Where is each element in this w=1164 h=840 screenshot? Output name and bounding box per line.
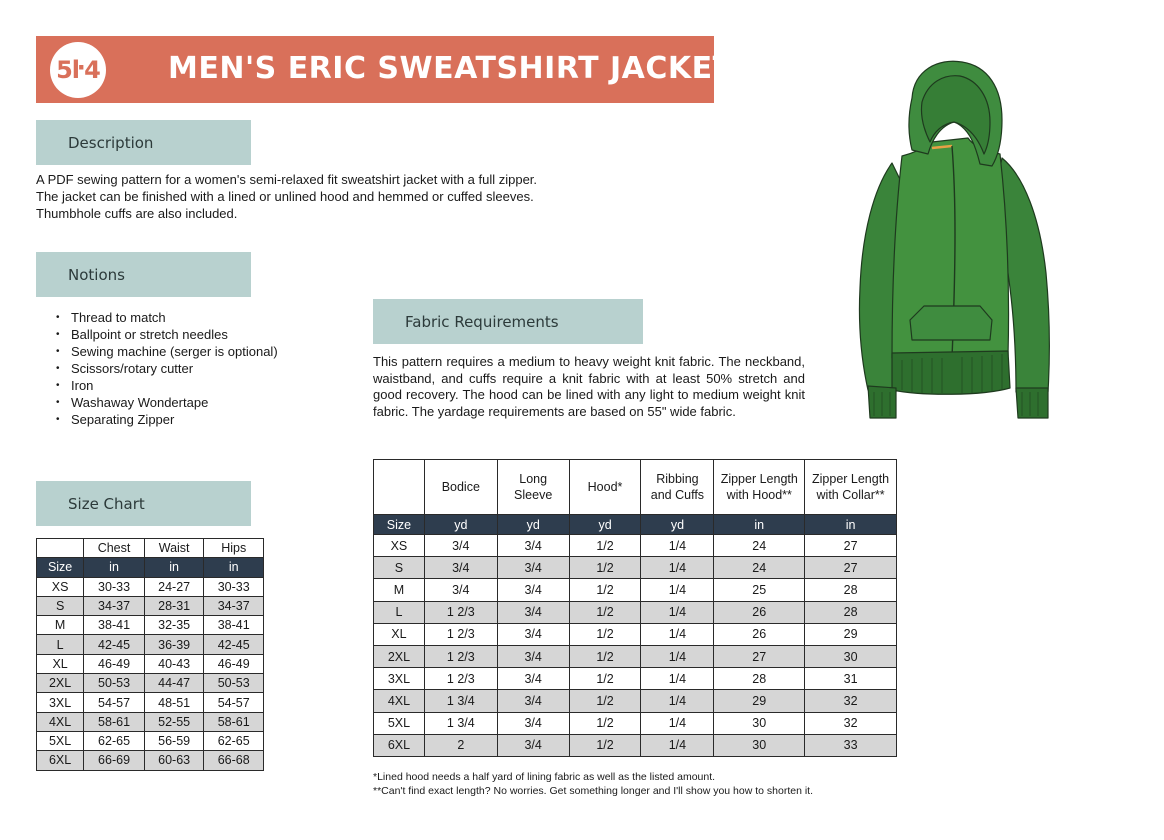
value-cell: 27: [805, 535, 897, 557]
size-cell: 2XL: [37, 674, 84, 693]
value-cell: 1/4: [641, 734, 714, 756]
value-cell: 3/4: [497, 579, 569, 601]
value-cell: 1/4: [641, 579, 714, 601]
size-cell: S: [374, 557, 425, 579]
value-cell: 58-61: [84, 712, 145, 731]
list-item: • Separating Zipper: [56, 411, 278, 428]
hooded-jacket-icon: [852, 58, 1060, 420]
table-row: [37, 635, 264, 654]
value-cell: 56-59: [144, 731, 204, 750]
table-row: [37, 654, 264, 673]
size-cell: XS: [37, 577, 84, 596]
value-cell: 52-55: [144, 712, 204, 731]
unit-cell: in: [144, 558, 204, 577]
value-cell: 46-49: [204, 654, 264, 673]
value-cell: 38-41: [204, 616, 264, 635]
table-header-cell: Hips: [204, 539, 264, 558]
size-chart-table: [36, 538, 264, 771]
value-cell: 1 3/4: [424, 690, 497, 712]
value-cell: 3/4: [424, 557, 497, 579]
value-cell: 27: [805, 557, 897, 579]
value-cell: 44-47: [144, 674, 204, 693]
value-cell: 1/2: [569, 668, 641, 690]
table-header-cell: Chest: [84, 539, 145, 558]
value-cell: 66-68: [204, 751, 264, 770]
footnote-zipper: **Can't find exact length? No worries. Get something longer and I'll show you how to shorten it.: [373, 785, 813, 797]
table-header-cell: Bodice: [424, 460, 497, 515]
unit-cell: in: [714, 515, 805, 535]
notions-heading: Notions: [36, 252, 251, 297]
table-row: [374, 557, 897, 579]
unit-cell: in: [84, 558, 145, 577]
value-cell: 30-33: [204, 577, 264, 596]
value-cell: 25: [714, 579, 805, 601]
value-cell: 34-37: [84, 596, 145, 615]
table-row: [37, 616, 264, 635]
table-row: [374, 734, 897, 756]
size-cell: M: [37, 616, 84, 635]
value-cell: 66-69: [84, 751, 145, 770]
value-cell: 1 2/3: [424, 668, 497, 690]
table-row: [374, 579, 897, 601]
size-cell: XL: [37, 654, 84, 673]
table-row: [37, 577, 264, 596]
value-cell: 29: [805, 623, 897, 645]
unit-cell: in: [805, 515, 897, 535]
size-cell: 6XL: [374, 734, 425, 756]
unit-cell: yd: [569, 515, 641, 535]
value-cell: 26: [714, 623, 805, 645]
value-cell: 54-57: [204, 693, 264, 712]
table-row: [37, 693, 264, 712]
value-cell: 38-41: [84, 616, 145, 635]
table-row: [374, 645, 897, 667]
table-row: [37, 712, 264, 731]
value-cell: 33: [805, 734, 897, 756]
size-chart-heading: Size Chart: [36, 481, 251, 526]
value-cell: 1/4: [641, 535, 714, 557]
value-cell: 30: [714, 734, 805, 756]
value-cell: 28: [805, 601, 897, 623]
table-row: [37, 596, 264, 615]
value-cell: 1/4: [641, 645, 714, 667]
size-cell: XS: [374, 535, 425, 557]
list-item: • Sewing machine (serger is optional): [56, 343, 278, 360]
description-text: A PDF sewing pattern for a women's semi-relaxed fit sweatshirt jacket with a full zipper. The jacket can be finished with a lined or unlined hood and hemmed or cuffed sleeves. Thumbhole cuffs are also included.: [36, 172, 538, 221]
table-row: [374, 690, 897, 712]
value-cell: 30-33: [84, 577, 145, 596]
footnote-hood: *Lined hood needs a half yard of lining fabric as well as the listed amount.: [373, 771, 716, 783]
notions-list: [56, 309, 278, 428]
value-cell: 3/4: [497, 690, 569, 712]
list-item: • Ballpoint or stretch needles: [56, 326, 278, 343]
value-cell: 1/2: [569, 557, 641, 579]
value-cell: 1 2/3: [424, 645, 497, 667]
size-cell: 2XL: [374, 645, 425, 667]
unit-cell: in: [204, 558, 264, 577]
value-cell: 3/4: [497, 557, 569, 579]
value-cell: 28: [714, 668, 805, 690]
table-header-cell: Hood*: [569, 460, 641, 515]
value-cell: 3/4: [497, 535, 569, 557]
table-row: [374, 535, 897, 557]
title-bar: [36, 36, 734, 103]
unit-cell: Size: [37, 558, 84, 577]
value-cell: 3/4: [424, 579, 497, 601]
value-cell: 3/4: [497, 623, 569, 645]
table-header-cell: Long Sleeve: [497, 460, 569, 515]
value-cell: 28-31: [144, 596, 204, 615]
value-cell: 24-27: [144, 577, 204, 596]
list-item: • Thread to match: [56, 309, 278, 326]
value-cell: 1/2: [569, 535, 641, 557]
value-cell: 28: [805, 579, 897, 601]
value-cell: 32: [805, 690, 897, 712]
value-cell: 1/4: [641, 668, 714, 690]
fabric-heading: Fabric Requirements: [373, 299, 643, 344]
value-cell: 34-37: [204, 596, 264, 615]
size-cell: L: [374, 601, 425, 623]
table-header-cell: Zipper Length with Hood**: [714, 460, 805, 515]
value-cell: 1/2: [569, 601, 641, 623]
value-cell: 3/4: [497, 668, 569, 690]
list-item: • Iron: [56, 377, 278, 394]
value-cell: 42-45: [204, 635, 264, 654]
size-cell: 5XL: [37, 731, 84, 750]
brand-logo: 5ŀ4: [50, 42, 106, 98]
unit-cell: Size: [374, 515, 425, 535]
table-row: [374, 623, 897, 645]
value-cell: 32: [805, 712, 897, 734]
value-cell: 24: [714, 557, 805, 579]
value-cell: 42-45: [84, 635, 145, 654]
value-cell: 32-35: [144, 616, 204, 635]
size-cell: S: [37, 596, 84, 615]
value-cell: 2: [424, 734, 497, 756]
table-row: [37, 674, 264, 693]
page-title: MEN'S ERIC SWEATSHIRT JACKET: [168, 51, 734, 86]
value-cell: 1/4: [641, 712, 714, 734]
value-cell: 24: [714, 535, 805, 557]
value-cell: 62-65: [204, 731, 264, 750]
value-cell: 1/4: [641, 601, 714, 623]
size-cell: 3XL: [37, 693, 84, 712]
table-header-cell: [374, 460, 425, 515]
value-cell: 3/4: [497, 734, 569, 756]
value-cell: 1/2: [569, 734, 641, 756]
size-cell: 5XL: [374, 712, 425, 734]
unit-cell: yd: [497, 515, 569, 535]
fabric-requirements-table: [373, 459, 897, 757]
table-header-cell: [37, 539, 84, 558]
size-cell: 4XL: [37, 712, 84, 731]
list-item: • Scissors/rotary cutter: [56, 360, 278, 377]
value-cell: 40-43: [144, 654, 204, 673]
unit-cell: yd: [424, 515, 497, 535]
value-cell: 30: [805, 645, 897, 667]
size-cell: 4XL: [374, 690, 425, 712]
value-cell: 60-63: [144, 751, 204, 770]
unit-cell: yd: [641, 515, 714, 535]
value-cell: 46-49: [84, 654, 145, 673]
value-cell: 1/2: [569, 645, 641, 667]
fabric-text: This pattern requires a medium to heavy weight knit fabric. The neckband, waistband, and cuffs require a knit fabric with at least 50% stretch and good recovery. The hood can be lined with any light to medium weight knit fabric. The yardage requirements are based on 55" wide fabric.: [373, 354, 805, 420]
table-row: [37, 751, 264, 770]
table-row: [374, 601, 897, 623]
value-cell: 3/4: [497, 645, 569, 667]
size-cell: 6XL: [37, 751, 84, 770]
value-cell: 62-65: [84, 731, 145, 750]
value-cell: 31: [805, 668, 897, 690]
value-cell: 1/2: [569, 579, 641, 601]
value-cell: 3/4: [424, 535, 497, 557]
value-cell: 50-53: [84, 674, 145, 693]
size-cell: L: [37, 635, 84, 654]
value-cell: 29: [714, 690, 805, 712]
table-header-cell: Ribbing and Cuffs: [641, 460, 714, 515]
list-item: • Washaway Wondertape: [56, 394, 278, 411]
value-cell: 54-57: [84, 693, 145, 712]
value-cell: 1/2: [569, 623, 641, 645]
value-cell: 1/2: [569, 712, 641, 734]
value-cell: 3/4: [497, 712, 569, 734]
value-cell: 1 3/4: [424, 712, 497, 734]
footnotes: [373, 770, 813, 798]
size-cell: XL: [374, 623, 425, 645]
description-heading: Description: [36, 120, 251, 165]
value-cell: 1 2/3: [424, 623, 497, 645]
value-cell: 30: [714, 712, 805, 734]
value-cell: 1/4: [641, 623, 714, 645]
value-cell: 58-61: [204, 712, 264, 731]
value-cell: 1/2: [569, 690, 641, 712]
table-row: [374, 712, 897, 734]
table-row: [374, 668, 897, 690]
value-cell: 1 2/3: [424, 601, 497, 623]
value-cell: 36-39: [144, 635, 204, 654]
table-header-cell: Zipper Length with Collar**: [805, 460, 897, 515]
value-cell: 1/4: [641, 690, 714, 712]
value-cell: 48-51: [144, 693, 204, 712]
value-cell: 1/4: [641, 557, 714, 579]
value-cell: 26: [714, 601, 805, 623]
table-header-cell: Waist: [144, 539, 204, 558]
size-cell: 3XL: [374, 668, 425, 690]
value-cell: 27: [714, 645, 805, 667]
table-row: [37, 731, 264, 750]
value-cell: 50-53: [204, 674, 264, 693]
size-cell: M: [374, 579, 425, 601]
value-cell: 3/4: [497, 601, 569, 623]
